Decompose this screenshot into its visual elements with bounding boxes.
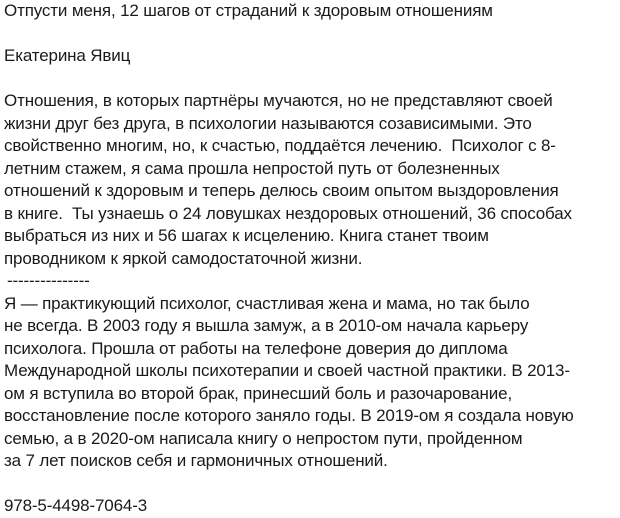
description-line: проводником к яркой самодостаточной жизни. bbox=[4, 248, 363, 268]
spacer bbox=[4, 473, 616, 496]
about-line: восстановление после которого заняло годы. В 2019-ом я создала новую bbox=[4, 406, 574, 425]
section-separator: --------------- bbox=[7, 271, 90, 290]
book-title: Отпусти меня, 12 шагов от страданий к здоровым отношениям bbox=[4, 1, 493, 20]
about-line: ом я вступила во второй брак, принесший боль и разочарование, bbox=[4, 383, 513, 403]
about-line: Я — практикующий психолог, счастливая жена и мама, но так было bbox=[4, 293, 530, 313]
book-description bbox=[4, 90, 616, 270]
about-line: семью, а в 2020-ом написала книгу о непростом пути, пройденном bbox=[4, 428, 523, 448]
description-line: летним стажем, я сама прошла непростой путь от болезненных bbox=[4, 158, 500, 178]
description-line: выбраться из них и 56 шагах к исцелению. Книга станет твоим bbox=[4, 226, 489, 245]
description-line: в книге. Ты узнаешь о 24 ловушках нездоровых отношений, 36 способах bbox=[4, 203, 572, 223]
description-line: свойственно многим, но, к счастью, поддаётся лечению. Психолог с 8- bbox=[4, 136, 556, 155]
book-author: Екатерина Явиц bbox=[4, 46, 131, 65]
about-line: за 7 лет поисков себя и гармоничных отношений. bbox=[4, 451, 388, 470]
description-line: Отношения, в которых партнёры мучаются, но не представляют своей bbox=[4, 91, 553, 110]
description-line: жизни друг без друга, в психологии называются созависимыми. Это bbox=[4, 113, 532, 133]
about-line: психолога. Прошла от работы на телефоне доверия до диплома bbox=[4, 338, 508, 358]
about-line: не всегда. В 2003 году я вышла замуж, а в 2010-ом начала карьеру bbox=[4, 316, 529, 335]
description-line: отношений к здоровым и теперь делюсь своим опытом выздоровления bbox=[4, 181, 559, 200]
spacer bbox=[4, 68, 616, 91]
about-author bbox=[4, 293, 616, 473]
isbn: 978-5-4498-7064-3 bbox=[4, 496, 148, 515]
about-line: Международной школы психотерапии и своей частной практики. В 2013- bbox=[4, 361, 570, 380]
book-annotation-document bbox=[4, 0, 616, 518]
spacer bbox=[4, 23, 616, 46]
